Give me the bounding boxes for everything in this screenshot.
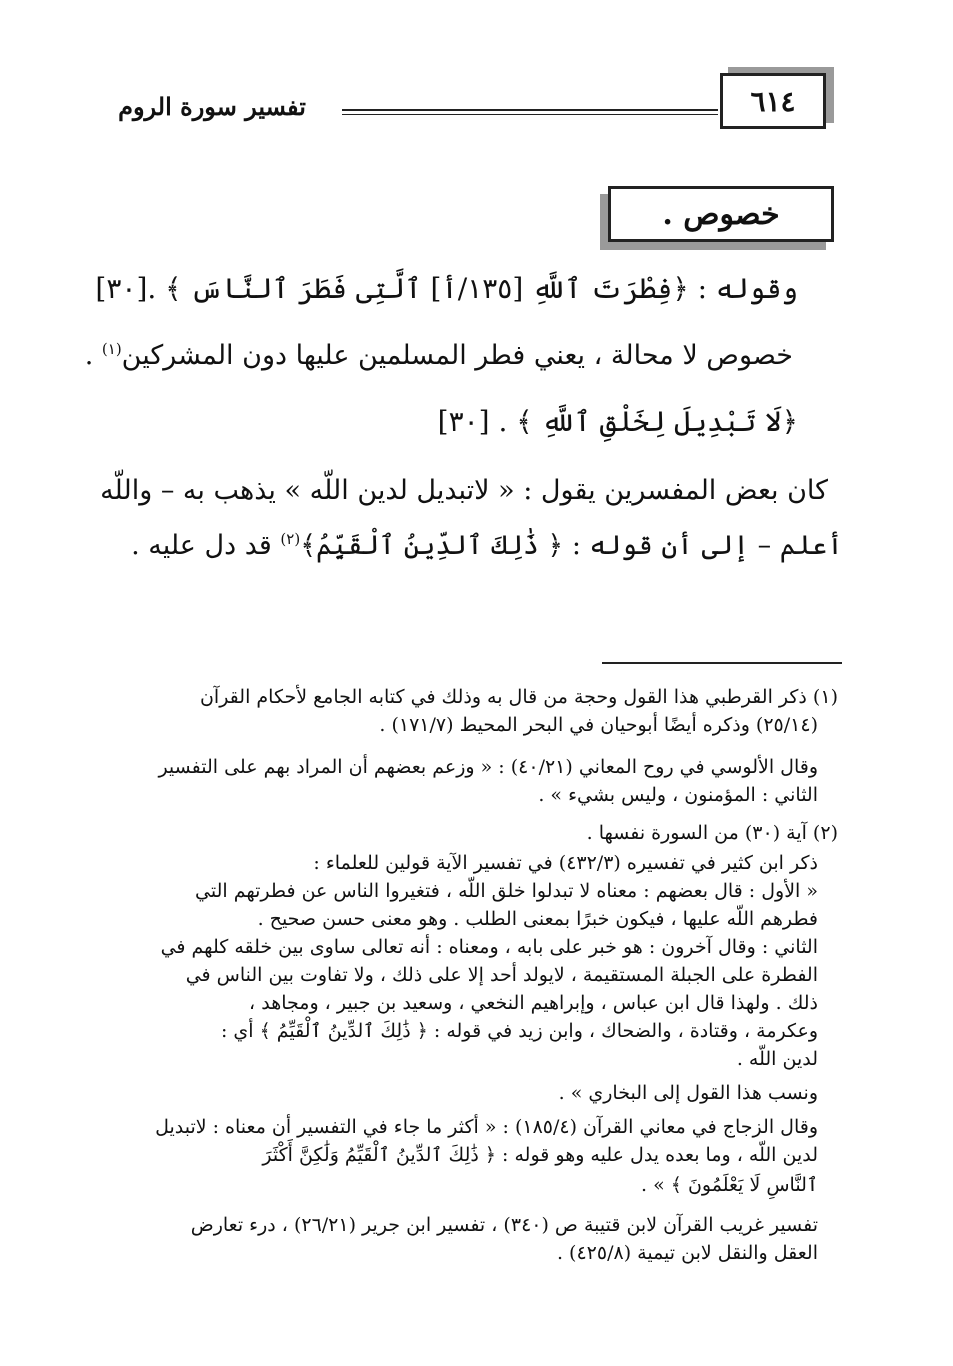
footnote-line: ذكر ابن كثير في تفسيره (٤٣٢/٣) في تفسير الآية قولين للعلماء : — [313, 852, 818, 874]
footnote-line: فطرهم اللّه عليها ، فيكون خبرًا بمعنى الطلب . وهو معنى حسن صحيح . — [257, 908, 818, 930]
text-line: كان بعض المفسرين يقول : « لاتبديل لدين اللّه » يذهب به – واللّه — [100, 475, 828, 506]
footnote-line: العقل والنقل لابن تيمية (٤٢٥/٨) . — [556, 1242, 818, 1264]
footnote-line: « الأول : قال بعضهم : معناه لا تبدلوا خلق اللّه ، فتغيروا الناس عن فطرتهم التي — [195, 880, 818, 902]
running-title: تفسير سورة الروم — [118, 92, 306, 121]
footnote-line: وقال الزجاج في معاني القرآن (١٨٥/٤) : « أكثر ما جاء في التفسير أن معناه : لاتبديل — [155, 1116, 818, 1138]
footnote-line: (١) ذكر القرطبي هذا القول وحجة من قال به وذلك في كتابه الجامع لأحكام القرآن — [199, 686, 838, 708]
footnote-line: وعكرمة ، وقتادة ، والضحاك ، وابن زيد في قوله : ﴿ ذَٰلِكَ ٱلدِّينُ ٱلْقَيِّمُ ﴾ أي : — [220, 1020, 818, 1042]
footnote-ref-1: (١) — [101, 340, 122, 358]
footnote-line: (٢٥/١٤) وذكره أيضًا أبوحيان في البحر المحيط (١٧١/٧) . — [379, 714, 818, 736]
section-heading: خصوص . — [662, 196, 780, 232]
header-rule — [342, 109, 718, 115]
text-line-tail: . — [84, 340, 102, 371]
footnote-line: لدين اللّه . — [736, 1048, 818, 1070]
text-line-tail: قد دل عليه . — [131, 530, 272, 561]
footnote-line: ٱلنَّاسِ لَا يَعْلَمُونَ ﴾ » . — [641, 1174, 818, 1196]
footnote-line: وقال الألوسي في روح المعاني (٤٠/٢١) : « وزعم بعضهم أن المراد بهم على التفسير — [158, 756, 818, 778]
footnote-line: الثاني : وقال آخرون : هو خبر على بابه ، ومعناه : أنه تعالى ساوى بين خلقه كلهم في — [160, 936, 818, 958]
text-line: ﴿لَا تَبْدِيلَ لِخَلْقِ ٱللَّهِ ﴾ . [٣٠] — [437, 405, 798, 438]
text-line-body: أعلم – إلى أن قوله : ﴿ ذَٰلِكَ ٱلدِّينُ ٱلْقَيِّمُ﴾ — [300, 530, 843, 561]
section-heading-box — [608, 186, 834, 242]
text-line — [84, 340, 793, 371]
text-line: وقوله : ﴿فِطْرَتَ ٱللَّهِ [١٣٥/أ] ٱلَّتِى فَطَرَ ٱلنَّاسَ ﴾ .[٣٠] — [95, 272, 798, 305]
footnote-line: تفسير غريب القرآن لابن قتيبة ص (٣٤٠) ، تفسير ابن جرير (٢٦/٢١) ، درء تعارض — [190, 1214, 818, 1236]
text-line-body: خصوص لا محالة ، يعني فطر المسلمين عليها دون المشركين — [121, 340, 793, 371]
footnote-line: (٢) آية (٣٠) من السورة نفسها . — [586, 822, 838, 844]
footnote-line: الثاني : المؤمنون ، وليس بشيء » . — [538, 784, 818, 806]
footnote-separator — [602, 662, 842, 664]
page-number-box — [720, 73, 826, 129]
page-number: ٦١٤ — [750, 84, 796, 118]
footnote-line: ونسب هذا القول إلى البخاري » . — [558, 1082, 818, 1104]
footnote-ref-2: (٢) — [280, 530, 301, 548]
footnote-line: الفطرة على الجبلة المستقيمة ، لايولد أحد إلا على ذلك ، ولا تفاوت بين الناس في — [185, 964, 818, 986]
footnote-line: لدين اللّه ، وما بعده يدل عليه وهو قوله : ﴿ ذَٰلِكَ ٱلدِّينُ ٱلْقَيِّمُ وَلَٰكِنَّ أَكْثَرَ — [262, 1144, 818, 1166]
text-line — [105, 530, 843, 561]
footnote-line: ذلك . ولهذا قال ابن عباس ، وإبراهيم النخعي ، وسعيد بن جبير ، ومجاهد ، — [249, 992, 818, 1014]
